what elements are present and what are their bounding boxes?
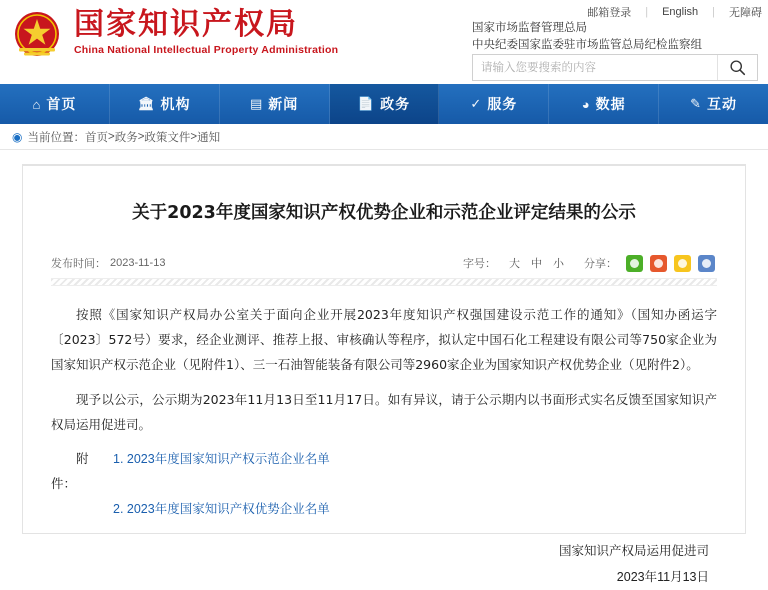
share-control [584,255,715,272]
article-paragraph-2: 现予以公示，公示期为2023年11月13日至11月17日。如有异议，请于公示期内以书面形式实名反馈至国家知识产权局运用促进司。 [51,392,717,432]
nav-label-news: 新闻 [268,96,299,112]
breadcrumb-item-government[interactable]: 政务 [114,131,138,144]
meta-tools [463,255,715,272]
breadcrumb [0,124,768,150]
building-icon: 🏛 [138,96,155,111]
nav-label-organization: 机构 [160,96,191,112]
logo-title-cn: 国家知识产权局 [74,7,298,42]
national-emblem-icon [10,8,64,62]
divider-hatch [51,278,717,286]
nav-item-home[interactable] [0,84,110,124]
link-separator-2: | [712,6,715,18]
article-signature [51,538,717,590]
font-size-small[interactable]: 小 [553,258,564,270]
english-link[interactable]: English [662,6,699,18]
mail-login-link[interactable]: 邮箱登录 [587,7,632,19]
article-meta [51,252,717,274]
more-share-icon[interactable] [698,255,715,272]
article-title: 关于2023年度国家知识产权优势企业和示范企业评定结果的公示 [132,203,636,223]
attachment-link-1[interactable]: 1. 2023年度国家知识产权示范企业名单 [113,452,330,466]
breadcrumb-item-policy-documents[interactable]: 政策文件 [144,131,191,144]
site-header [0,0,768,84]
font-size-large[interactable]: 大 [509,258,520,270]
nav-item-service[interactable] [439,84,549,124]
attachment-row-1 [51,447,717,497]
nav-label-data: 数据 [595,96,626,112]
accessibility-link[interactable]: 无障碍 [729,7,762,19]
main-nav [0,84,768,124]
publish-time-value: 2023-11-13 [110,257,166,269]
utility-links [587,4,762,20]
nav-label-service: 服务 [487,96,518,112]
nav-item-government-affairs[interactable] [330,84,440,124]
location-pin-icon: ◉ [12,129,23,144]
article-container [22,164,746,584]
attachment-row-2 [51,497,717,522]
nav-label-interaction: 互动 [707,96,738,112]
link-separator-1: | [645,6,649,18]
breadcrumb-sep-3: > [190,130,198,143]
affiliated-orgs [472,20,702,54]
document-icon: 📄 [357,96,375,111]
home-icon: ⌂ [32,96,41,112]
site-logo[interactable] [10,8,338,62]
nav-label-government-affairs: 政务 [380,96,411,112]
org-line-2[interactable]: 中央纪委国家监委驻市场监管总局纪检监察组 [472,39,702,51]
nav-label-home: 首页 [46,96,77,112]
font-size-label: 字号： [463,258,496,270]
breadcrumb-sep-1: > [107,130,115,143]
wechat-icon[interactable] [626,255,643,272]
attachment-label: 附件： [51,452,89,491]
nav-item-data[interactable] [549,84,659,124]
breadcrumb-prefix: 当前位置： [27,131,85,144]
nav-item-interaction[interactable] [659,84,768,124]
news-icon: ▤ [250,96,263,111]
signature-org: 国家知识产权局运用促进司 [558,544,709,558]
article-paragraph-1: 按照《国家知识产权局办公室关于面向企业开展2023年度知识产权强国建设示范工作的通知》（国知办函运字〔2023〕572号）要求，经企业测评、推荐上报、审核确认等程序，拟认定中国石化工程建设有限公司等750家企业为国家知识产权示范企业（见附件1）、三一石油智能装备有限公司等2960家企业为国家知识产权优势企业（见附件2）。 [51,307,717,372]
signature-date: 2023年11月13日 [616,570,709,584]
attachment-link-2[interactable]: 2. 2023年度国家知识产权优势企业名单 [113,502,330,516]
nav-item-organization[interactable] [110,84,220,124]
share-label: 分享： [584,258,617,270]
font-size-medium[interactable]: 中 [531,258,542,270]
publish-time-label: 发布时间： [51,258,106,270]
search-button[interactable] [717,55,757,80]
search-icon [729,59,746,76]
breadcrumb-item-home[interactable]: 首页 [84,131,108,144]
qzone-icon[interactable] [674,255,691,272]
logo-text [74,8,338,56]
breadcrumb-item-notice[interactable]: 通知 [197,131,221,144]
service-icon: ✓ [470,96,482,111]
clock-icon: ◕ [581,96,590,112]
article-body [51,302,717,437]
site-search[interactable] [472,54,758,81]
breadcrumb-sep-2: > [137,130,145,143]
font-size-control [463,255,564,271]
nav-item-news[interactable] [220,84,330,124]
interact-icon: ✎ [690,96,702,111]
attachment-list [51,447,717,522]
org-line-1[interactable]: 国家市场监督管理总局 [472,22,587,34]
search-input[interactable] [473,55,717,80]
weibo-icon[interactable] [650,255,667,272]
logo-title-en: China National Intellectual Property Administration [74,44,339,56]
